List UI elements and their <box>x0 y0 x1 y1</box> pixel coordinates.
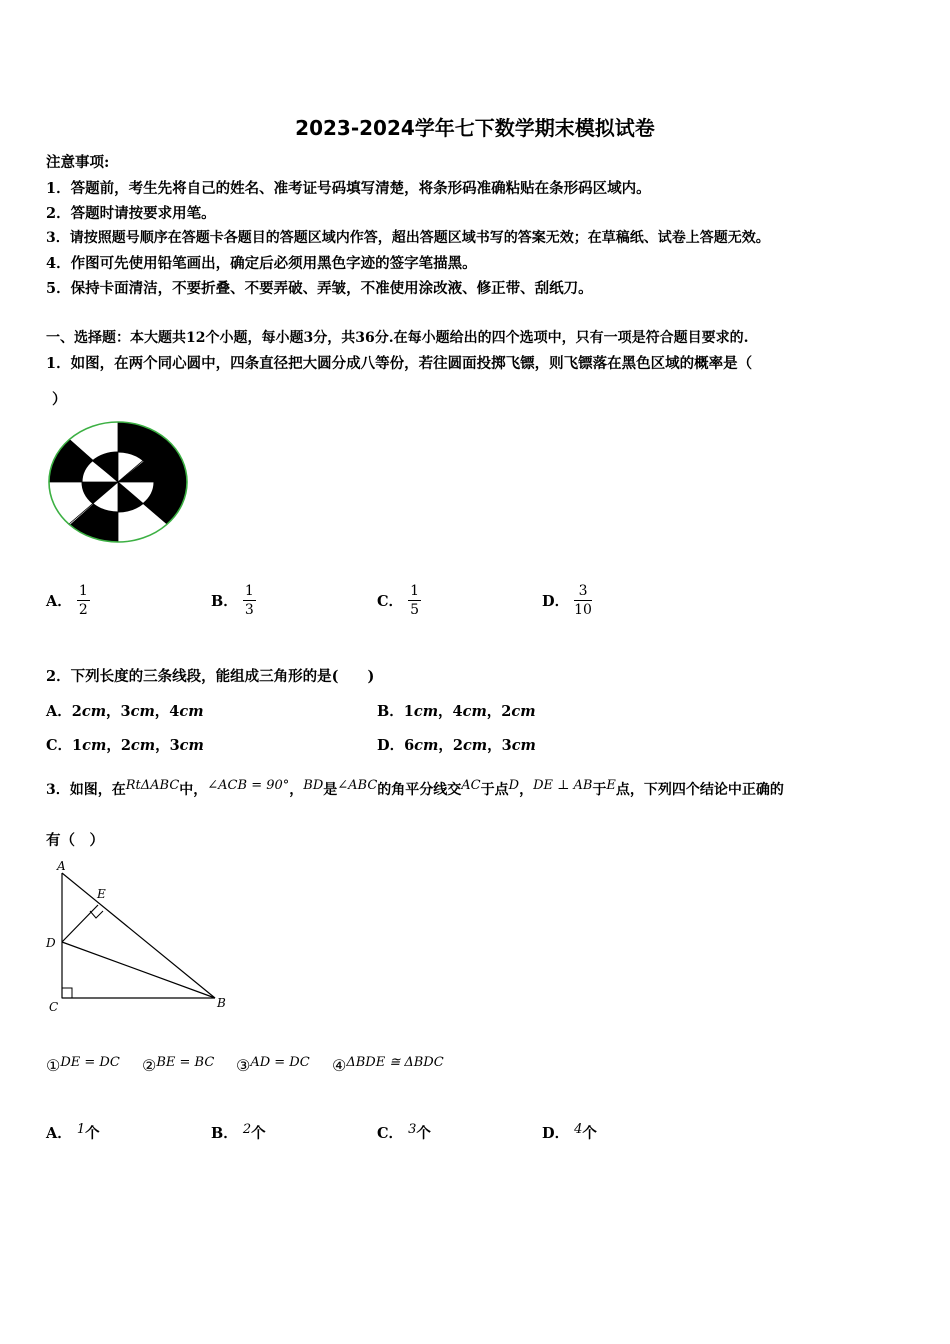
note-item: 2．答题时请按要求用笔。 <box>46 205 216 222</box>
q1-option-a[interactable]: A． $\frac{1}{2}$ <box>46 583 88 618</box>
fraction: $\frac{3}{10}$ <box>574 583 592 618</box>
notes-heading: 注意事项: <box>46 154 110 171</box>
q2-option-c[interactable]: C．1cm，2cm，3cm <box>46 737 204 754</box>
conclusion-4: ④ΔBDE ≅ ΔBDC <box>332 1055 444 1075</box>
note-item: 3．请按照题号顺序在答题卡各题目的答题区域内作答，超出答题区域书写的答案无效；在草稿纸、试卷上答题无效。 <box>46 230 770 246</box>
conclusion-3: ③AD = DC <box>236 1055 310 1075</box>
q3-option-a[interactable]: A． 1个 <box>46 1122 100 1142</box>
conclusion-1: ①DE = DC <box>46 1055 120 1075</box>
question-1-close-paren: ） <box>52 391 67 408</box>
question-3-line2: 有（ ） <box>46 832 104 849</box>
q2-option-a[interactable]: A．2cm，3cm，4cm <box>46 703 204 720</box>
fraction: $\frac{1}{3}$ <box>244 583 254 618</box>
label-A: A <box>57 859 66 873</box>
q2-option-d[interactable]: D．6cm，2cm，3cm <box>377 737 536 754</box>
q1-option-b[interactable]: B． $\frac{1}{3}$ <box>211 583 254 618</box>
q1-option-d[interactable]: D． $\frac{3}{10}$ <box>542 583 592 618</box>
concentric-circles-figure <box>46 418 192 546</box>
page-title: 2023-2024学年七下数学期末模拟试卷 <box>295 116 655 140</box>
label-E: E <box>97 887 106 901</box>
label-C: C <box>49 1000 59 1014</box>
question-1-text: 1．如图，在两个同心圆中，四条直径把大圆分成八等份，若往圆面投掷飞镖，则飞镖落在黑色区域的概率是（ <box>46 355 753 372</box>
conclusion-2: ②BE = BC <box>142 1055 215 1075</box>
label-B: B <box>217 996 226 1010</box>
note-item: 4．作图可先使用铅笔画出，确定后必须用黑色字迹的签字笔描黑。 <box>46 255 477 272</box>
note-item: 1．答题前，考生先将自己的姓名、准考证号码填写清楚，将条形码准确粘贴在条形码区域内。 <box>46 180 651 197</box>
q3-option-d[interactable]: D． 4个 <box>542 1122 597 1142</box>
section-heading: 一、选择题：本大题共12个小题，每小题3分，共36分.在每小题给出的四个选项中，只有一项是符合题目要求的. <box>46 330 749 346</box>
q2-option-b[interactable]: B．1cm，4cm，2cm <box>377 703 536 720</box>
question-2-text: 2．下列长度的三条线段，能组成三角形的是( ) <box>46 668 375 685</box>
q3-option-b[interactable]: B． 2个 <box>211 1122 266 1142</box>
label-D: D <box>46 936 56 950</box>
triangle-figure <box>40 855 240 1015</box>
note-item: 5．保持卡面清洁，不要折叠、不要弄破、弄皱，不准使用涂改液、修正带、刮纸刀。 <box>46 280 593 297</box>
fraction: $\frac{1}{2}$ <box>78 583 88 618</box>
q1-option-c[interactable]: C． $\frac{1}{5}$ <box>377 583 420 618</box>
question-3-text: 3．如图，在RtΔABC中，∠ACB = 90°，BD是∠ABC的角平分线交AC于点D，DE ⊥ AB于E点，下列四个结论中正确的 <box>46 778 784 798</box>
q3-option-c[interactable]: C． 3个 <box>377 1122 431 1142</box>
fraction: $\frac{1}{5}$ <box>410 583 420 618</box>
